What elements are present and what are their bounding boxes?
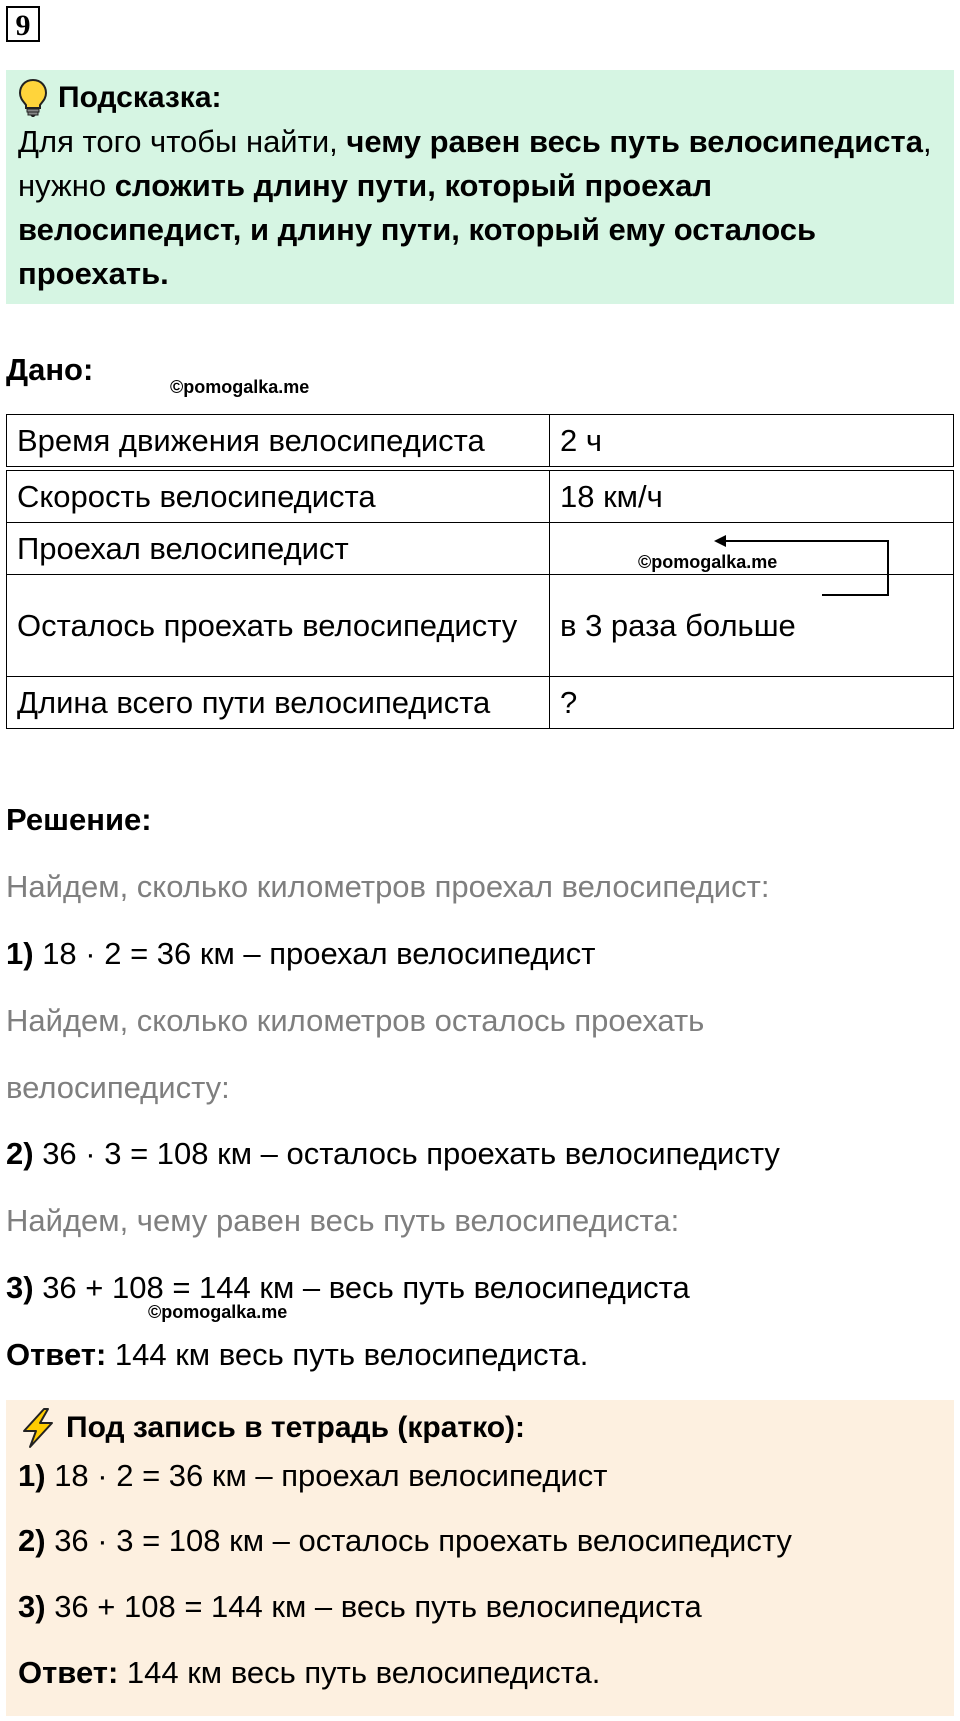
step-text: 36 + 108 = 144 км – весь путь велосипедиста	[45, 1589, 702, 1624]
answer-text: 144 км весь путь велосипедиста.	[106, 1337, 589, 1372]
table-cell-value: ?	[550, 677, 954, 729]
hint-box	[6, 70, 954, 304]
notes-title: Под запись в тетрадь (кратко):	[66, 1411, 526, 1444]
step-number: 1)	[18, 1458, 46, 1493]
step-text: 36 · 3 = 108 км – осталось проехать велосипедисту	[45, 1523, 792, 1558]
table-row	[7, 415, 954, 467]
notes-header	[18, 1400, 942, 1456]
answer-label: Ответ:	[18, 1655, 119, 1690]
step-number: 2)	[18, 1523, 46, 1558]
given-table-top	[6, 414, 954, 467]
question-2a: Найдем, сколько километров осталось проехать	[6, 1003, 705, 1038]
table-cell-value: 2 ч	[550, 415, 954, 467]
notes-step-3	[18, 1574, 942, 1640]
step-number: 3)	[6, 1270, 34, 1305]
watermark: ©pomogalka.me	[148, 1302, 288, 1322]
answer-label: Ответ:	[6, 1337, 107, 1372]
step-text: 36 + 108 = 144 км – весь путь велосипедиста	[33, 1270, 690, 1305]
lightbulb-icon	[18, 78, 48, 118]
step-number: 2)	[6, 1136, 34, 1171]
notes-step-1	[18, 1456, 942, 1508]
table-cell-label: Время движения велосипедиста	[7, 415, 550, 467]
watermark: ©pomogalka.me	[170, 377, 310, 397]
solution-title: Решение:	[6, 802, 152, 837]
question-2b: велосипедисту:	[6, 1070, 230, 1105]
hint-text-bold2: сложить длину пути, который проехал велосипедист, и длину пути, который ему осталось проехать.	[18, 168, 817, 291]
table-cell-value: 18 км/ч	[550, 471, 954, 523]
table-cell-label: Длина всего пути велосипедиста	[7, 677, 550, 729]
hint-text	[18, 120, 942, 296]
step-number: 3)	[18, 1589, 46, 1624]
step-text: 18 · 2 = 36 км – проехал велосипедист	[45, 1458, 608, 1493]
question-1: Найдем, сколько километров проехал велосипедист:	[6, 869, 770, 904]
task-number: 9	[6, 6, 40, 42]
table-row	[7, 677, 954, 729]
answer-text: 144 км весь путь велосипедиста.	[118, 1655, 601, 1690]
step-text: 18 · 2 = 36 км – проехал велосипедист	[33, 936, 596, 971]
step-1	[6, 936, 595, 972]
table-row	[7, 471, 954, 523]
notes-answer	[18, 1640, 942, 1706]
answer-line	[6, 1337, 588, 1373]
table-cell-label: Скорость велосипедиста	[7, 471, 550, 523]
table-cell-label: Осталось проехать велосипедисту	[7, 575, 550, 677]
step-3	[6, 1270, 690, 1306]
notes-step-2	[18, 1508, 942, 1574]
hint-text-bold1: чему равен весь путь велосипедиста	[346, 124, 923, 159]
hint-title: Подсказка:	[58, 81, 222, 114]
hint-header	[18, 78, 942, 118]
table-cell-label: Проехал велосипедист	[7, 523, 550, 575]
table-cell-value: в 3 раза больше	[550, 575, 954, 677]
step-text: 36 · 3 = 108 км – осталось проехать велосипедисту	[33, 1136, 780, 1171]
given-title: Дано:	[6, 352, 94, 387]
hint-text-part2: , нужно	[18, 124, 932, 203]
hint-text-part1: Для того чтобы найти,	[18, 124, 347, 159]
notebook-summary-box	[6, 1400, 954, 1716]
question-3: Найдем, чему равен весь путь велосипедиста:	[6, 1203, 680, 1238]
watermark: ©pomogalka.me	[638, 552, 778, 572]
lightning-icon	[18, 1407, 58, 1449]
step-number: 1)	[6, 936, 34, 971]
step-2	[6, 1136, 780, 1172]
